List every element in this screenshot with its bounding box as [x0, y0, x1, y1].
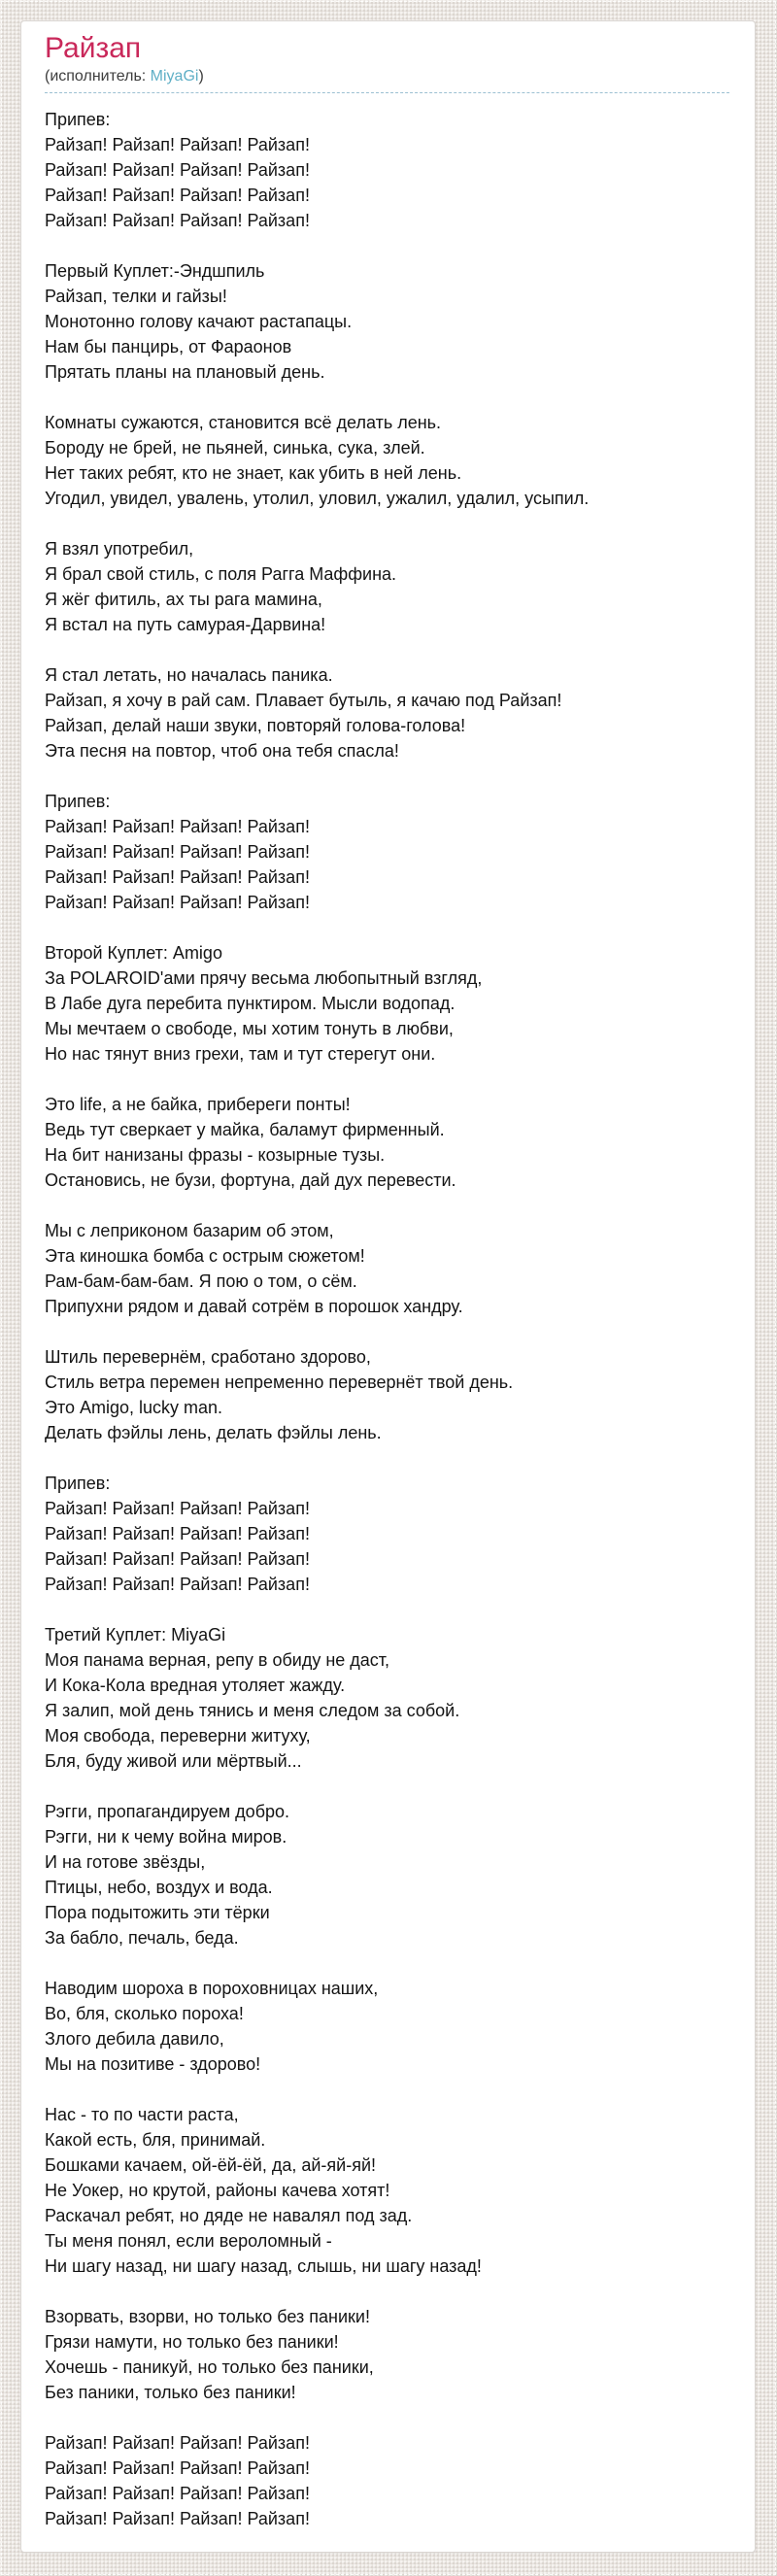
lyric-line: Моя панама верная, репу в обиду не даст,: [45, 1650, 390, 1670]
lyric-line: Стиль ветра перемен непременно перевернёт твой день.: [45, 1373, 514, 1392]
lyric-line: Райзап, телки и гайзы!: [45, 287, 227, 306]
lyrics-stanza: [45, 2304, 729, 2405]
lyrics-stanza: [45, 2102, 729, 2279]
lyric-line: Бошками качаем, ой-ёй-ёй, да, ай-яй-яй!: [45, 2155, 376, 2175]
lyric-line: Раскачал ребят, но дяде не навалял под зад.: [45, 2206, 413, 2225]
lyrics-stanza: [45, 940, 729, 1067]
lyrics-card: [20, 20, 756, 2553]
artist-label-prefix: (исполнитель:: [45, 68, 151, 85]
lyric-line: На бит нанизаны фразы - козырные тузы.: [45, 1145, 386, 1165]
lyric-line: Рэгги, ни к чему война миров.: [45, 1827, 287, 1847]
lyrics-stanza: [45, 1622, 729, 1774]
lyric-line: Я залип, мой день тянись и меня следом за собой.: [45, 1701, 460, 1720]
lyric-line: Третий Куплет: MiyaGi: [45, 1625, 226, 1644]
lyric-line: Второй Куплет: Amigo: [45, 943, 222, 963]
lyric-line: Райзап! Райзап! Райзап! Райзап!: [45, 893, 310, 912]
lyric-line: Мы мечтаем о свободе, мы хотим тонуть в любви,: [45, 1019, 454, 1038]
lyric-line: Бороду не брей, не пьяней, синька, сука, злей.: [45, 438, 425, 458]
lyric-line: Ведь тут сверкает у майка, баламут фирменный.: [45, 1120, 445, 1139]
lyric-line: Угодил, увидел, увалень, утолил, уловил, ужалил, удалил, усыпил.: [45, 489, 590, 508]
lyric-line: Но нас тянут вниз грехи, там и тут стерегут они.: [45, 1044, 436, 1064]
lyric-line: И на готове звёзды,: [45, 1852, 206, 1872]
lyrics-stanza: [45, 258, 729, 385]
lyric-line: Райзап! Райзап! Райзап! Райзап!: [45, 2509, 310, 2528]
lyric-line: Взорвать, взорви, но только без паники!: [45, 2307, 370, 2326]
lyric-line: Райзап! Райзап! Райзап! Райзап!: [45, 1575, 310, 1594]
lyric-line: Нет таких ребят, кто не знает, как убить в ней лень.: [45, 463, 462, 483]
lyric-line: Я жёг фитиль, ах ты рага мамина,: [45, 590, 322, 609]
lyric-line: Райзап! Райзап! Райзап! Райзап!: [45, 2433, 310, 2453]
lyric-line: Наводим шороха в пороховницах наших,: [45, 1979, 379, 1998]
lyrics-stanza: [45, 1799, 729, 1950]
lyrics-stanza: [45, 2430, 729, 2531]
lyric-line: Райзап! Райзап! Райзап! Райзап!: [45, 1524, 310, 1543]
lyric-line: Хочешь - паникуй, но только без паники,: [45, 2357, 374, 2377]
lyric-line: Райзап! Райзап! Райзап! Райзап!: [45, 135, 310, 154]
artist-link[interactable]: MiyaGi: [150, 68, 199, 85]
lyric-line: Припев:: [45, 110, 111, 129]
lyric-line: Нам бы панцирь, от Фараонов: [45, 337, 292, 356]
lyric-line: Остановись, не бузи, фортуна, дай дух перевести.: [45, 1170, 456, 1190]
lyric-line: Райзап! Райзап! Райзап! Райзап!: [45, 1499, 310, 1518]
lyric-line: Райзап, я хочу в рай сам. Плавает бутыль, я качаю под Райзап!: [45, 691, 562, 710]
lyric-line: Припев:: [45, 792, 111, 811]
lyric-line: Делать фэйлы лень, делать фэйлы лень.: [45, 1423, 382, 1442]
lyrics-stanza: [45, 1218, 729, 1319]
lyric-line: Птицы, небо, воздух и вода.: [45, 1878, 273, 1897]
lyric-line: Ты меня понял, если вероломный -: [45, 2231, 332, 2251]
lyric-line: Мы на позитиве - здорово!: [45, 2054, 261, 2074]
lyric-line: Грязи намути, но только без паники!: [45, 2332, 339, 2352]
lyric-line: Эта песня на повтор, чтоб она тебя спасла!: [45, 741, 399, 761]
artist-row: [45, 66, 729, 93]
lyrics-stanza: [45, 107, 729, 233]
lyric-line: Райзап! Райзап! Райзап! Райзап!: [45, 867, 310, 887]
lyric-line: Не Уокер, но крутой, районы качева хотят!: [45, 2181, 390, 2200]
lyric-line: Моя свобода, переверни житуху,: [45, 1726, 311, 1746]
lyrics-stanza: [45, 1976, 729, 2077]
lyrics-stanza: [45, 410, 729, 511]
lyrics-stanza: [45, 1092, 729, 1193]
lyrics-stanza: [45, 789, 729, 915]
lyric-line: И Кока-Кола вредная утоляет жажду.: [45, 1676, 346, 1695]
lyrics-stanza: [45, 1471, 729, 1597]
lyric-line: Ни шагу назад, ни шагу назад, слышь, ни шагу назад!: [45, 2256, 482, 2276]
lyric-line: Райзап! Райзап! Райзап! Райзап!: [45, 186, 310, 205]
lyric-line: Во, бля, сколько пороха!: [45, 2004, 244, 2023]
lyric-line: В Лабе дуга перебита пунктиром. Мысли водопад.: [45, 994, 456, 1013]
lyric-line: Эта киношка бомба с острым сюжетом!: [45, 1246, 365, 1266]
lyric-line: Монотонно голову качают растапацы.: [45, 312, 353, 331]
lyric-line: Рам-бам-бам-бам. Я пою о том, о сём.: [45, 1271, 357, 1291]
lyric-line: Припев:: [45, 1474, 111, 1493]
lyric-line: Я брал свой стиль, с поля Рагга Маффина.: [45, 564, 397, 584]
lyric-line: Райзап! Райзап! Райзап! Райзап!: [45, 2484, 310, 2503]
lyric-line: Пора подытожить эти тёрки: [45, 1903, 270, 1922]
lyrics: [45, 107, 729, 2531]
lyric-line: Злого дебила давило,: [45, 2029, 224, 2049]
lyrics-stanza: [45, 662, 729, 763]
lyric-line: Мы с леприконом базарим об этом,: [45, 1221, 334, 1240]
lyric-line: Райзап! Райзап! Райзап! Райзап!: [45, 211, 310, 230]
lyric-line: Первый Куплет:-Эндшпиль: [45, 261, 265, 281]
lyric-line: За POLAROID'ами прячу весьма любопытный взгляд,: [45, 968, 483, 988]
lyric-line: Райзап! Райзап! Райзап! Райзап!: [45, 2458, 310, 2478]
lyric-line: За бабло, печаль, беда.: [45, 1928, 239, 1948]
lyrics-stanza: [45, 1344, 729, 1445]
lyric-line: Райзап! Райзап! Райзап! Райзап!: [45, 1549, 310, 1569]
artist-label-suffix: ): [198, 68, 204, 85]
lyric-line: Бля, буду живой или мёртвый...: [45, 1751, 302, 1771]
lyric-line: Какой есть, бля, принимай.: [45, 2130, 266, 2150]
song-title: Райзап: [45, 32, 142, 64]
lyric-line: Комнаты сужаются, становится всё делать лень.: [45, 413, 442, 432]
lyric-line: Без паники, только без паники!: [45, 2383, 296, 2402]
lyric-line: Я стал летать, но началась паника.: [45, 665, 333, 685]
lyric-line: Рэгги, пропагандируем добро.: [45, 1802, 290, 1821]
lyric-line: Прятать планы на плановый день.: [45, 362, 325, 382]
lyric-line: Я взял употребил,: [45, 539, 194, 559]
lyric-line: Я встал на путь самурая-Дарвина!: [45, 615, 326, 634]
lyrics-stanza: [45, 536, 729, 637]
lyric-line: Припухни рядом и давай сотрём в порошок хандру.: [45, 1297, 463, 1316]
lyric-line: Штиль перевернём, сработано здорово,: [45, 1347, 371, 1367]
lyric-line: Нас - то по части раста,: [45, 2105, 239, 2124]
lyric-line: Райзап! Райзап! Райзап! Райзап!: [45, 842, 310, 862]
lyric-line: Это Amigo, lucky man.: [45, 1398, 223, 1417]
lyric-line: Райзап, делай наши звуки, повторяй голова-голова!: [45, 716, 466, 735]
lyric-line: Райзап! Райзап! Райзап! Райзап!: [45, 817, 310, 836]
lyric-line: Райзап! Райзап! Райзап! Райзап!: [45, 160, 310, 180]
lyric-line: Это life, а не байка, прибереги понты!: [45, 1095, 351, 1114]
